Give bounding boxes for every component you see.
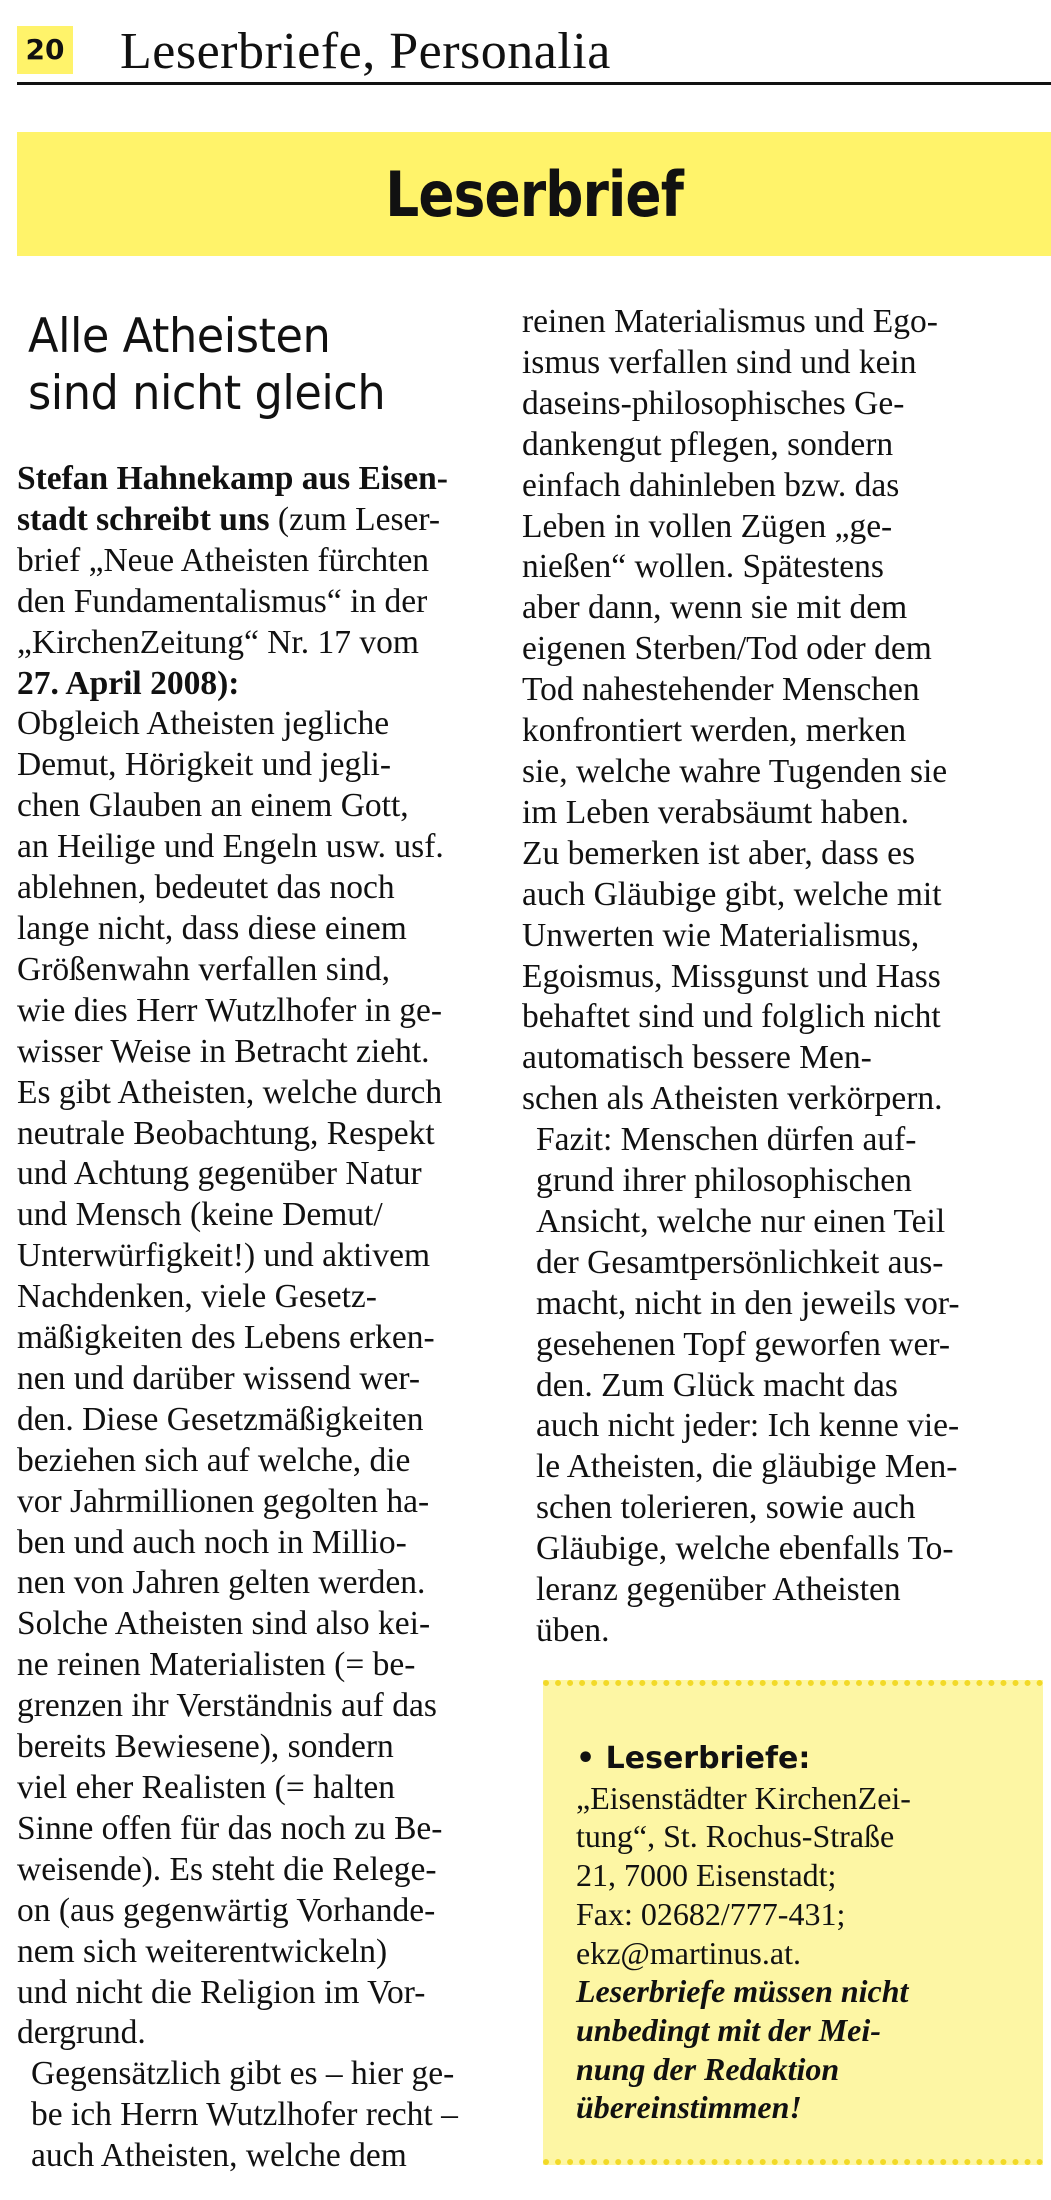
body-line: neutrale Beobachtung, Respekt (17, 1114, 435, 1152)
headline-line: Alle Atheisten (28, 309, 331, 364)
body-line: beziehen sich auf welche, die (17, 1441, 411, 1479)
header-rule (17, 82, 1051, 85)
body-line: macht, nicht in den jeweils vor- (536, 1284, 960, 1322)
body-line: schen tolerieren, sowie auch (536, 1489, 916, 1527)
body-line: Sinne offen für das noch zu Be- (17, 1809, 443, 1847)
address-line: Fax: 02682/777-431; (576, 1895, 846, 1932)
body-line: nen von Jahren gelten werden. (17, 1564, 426, 1602)
body-text (522, 1120, 1042, 1652)
address-line: tung“, St. Rochus-Straße (576, 1818, 895, 1855)
body-line: nießen“ wollen. Spätestens (522, 548, 884, 586)
body-line: Obgleich Atheisten jegliche (17, 705, 390, 743)
body-line: Tod nahestehender Menschen (522, 671, 920, 709)
body-line: ben und auch noch in Millio- (17, 1523, 407, 1561)
body-line: reinen Materialismus und Ego- (522, 303, 938, 340)
address-line: 21, 7000 Eisenstadt; (576, 1857, 837, 1894)
body-line: wisser Weise in Betracht zieht. (17, 1032, 430, 1070)
body-line: und Mensch (keine Demut/ (17, 1196, 383, 1234)
body-line: grund ihrer philosophischen (536, 1162, 912, 1200)
info-box-title: • Leserbriefe: (576, 1741, 811, 1776)
body-line: weisende). Es steht die Relege- (17, 1850, 437, 1888)
body-line: gesehenen Topf geworfen wer- (536, 1325, 951, 1363)
disclaimer-line: übereinstimmen! (576, 2089, 802, 2126)
body-line: den. Zum Glück macht das (536, 1366, 898, 1404)
headline-line: sind nicht gleich (28, 366, 386, 421)
body-line: dankengut pflegen, sondern (522, 425, 894, 463)
body-line: den. Diese Gesetzmäßigkeiten (17, 1400, 424, 1438)
body-text (17, 704, 512, 2054)
body-line: Fazit: Menschen dürfen auf- (536, 1121, 917, 1159)
body-line: auch Gläubige gibt, welche mit (522, 875, 942, 913)
disclaimer-line: unbedingt mit der Mei- (576, 2011, 881, 2048)
body-line: Größenwahn verfallen sind, (17, 950, 391, 988)
body-line: nen und darüber wissend wer- (17, 1359, 421, 1397)
body-line: auch nicht jeder: Ich kenne vie- (536, 1407, 960, 1445)
body-line: Demut, Hörigkeit und jegli- (17, 746, 392, 784)
body-line: daseins-philosophisches Ge- (522, 384, 905, 422)
body-line: leranz gegenüber Atheisten (536, 1571, 901, 1609)
body-line: Zu bemerken ist aber, dass es (522, 834, 916, 872)
info-box-address (576, 1779, 911, 1973)
body-line: grenzen ihr Verständnis auf das (17, 1687, 437, 1725)
banner-title: Leserbrief (385, 157, 683, 231)
article-column-right (522, 302, 1042, 1652)
leserbrief-banner (17, 132, 1051, 256)
intro-date: 27. April 2008): (17, 664, 240, 702)
body-line: Egoismus, Missgunst und Hass (522, 957, 941, 995)
intro-line: den Fundamentalismus“ in der (17, 582, 428, 620)
body-line: wie dies Herr Wutzlhofer in ge- (17, 991, 442, 1029)
intro-text: (zum Leser- (269, 500, 441, 538)
body-line: Unterwürfigkeit!) und aktivem (17, 1237, 431, 1275)
body-line: Leben in vollen Zügen „ge- (522, 507, 893, 545)
body-line: Gläubige, welche ebenfalls To- (536, 1530, 954, 1568)
body-line: ablehnen, bedeutet das noch (17, 869, 395, 907)
intro-line: brief „Neue Atheisten fürchten (17, 541, 430, 579)
page-number: 20 (17, 26, 73, 74)
intro-line (17, 664, 512, 705)
intro-line (17, 459, 512, 500)
body-line: ne reinen Materialisten (= be- (17, 1646, 416, 1684)
author-name: Stefan Hahnekamp aus Eisen- (17, 460, 448, 497)
body-line: Ansicht, welche nur einen Teil (536, 1202, 946, 1240)
body-line: an Heilige und Engeln usw. usf. (17, 828, 444, 866)
intro-line: „KirchenZeitung“ Nr. 17 vom (17, 623, 419, 661)
page-header (17, 18, 1051, 84)
body-line: eigenen Sterben/Tod oder dem (522, 630, 932, 668)
info-box-content (576, 1740, 911, 2127)
body-line: Nachdenken, viele Gesetz- (17, 1278, 377, 1316)
disclaimer-line: nung der Redaktion (576, 2050, 840, 2087)
body-line: im Leben verabsäumt haben. (522, 793, 909, 831)
body-line: nem sich weiterentwickeln) (17, 1932, 388, 1970)
body-line: der Gesamtpersönlichkeit aus- (536, 1243, 944, 1281)
article-column-left (17, 459, 512, 2177)
body-line: be ich Herrn Wutzlhofer recht – (31, 2096, 458, 2134)
body-line: dergrund. (17, 2014, 146, 2052)
body-line: mäßigkeiten des Lebens erken- (17, 1319, 435, 1357)
body-line: on (aus gegenwärtig Vorhande- (17, 1891, 436, 1929)
body-line: Es gibt Atheisten, welche durch (17, 1073, 443, 1111)
body-line: schen als Atheisten verkörpern. (522, 1080, 943, 1118)
body-line: Gegensätzlich gibt es – hier ge- (31, 2055, 455, 2093)
author-location: stadt schreibt uns (17, 500, 270, 538)
letters-info-box (543, 1680, 1043, 2165)
body-line: sie, welche wahre Tugenden sie (522, 752, 948, 790)
body-line: le Atheisten, die gläubige Men- (536, 1448, 958, 1486)
body-line: Unwerten wie Materialismus, (522, 916, 920, 954)
body-line: ismus verfallen sind und kein (522, 343, 917, 381)
body-line: üben. (536, 1612, 610, 1649)
body-text (17, 2054, 512, 2177)
body-line: automatisch bessere Men- (522, 1039, 872, 1077)
address-line: „Eisenstädter KirchenZei- (576, 1779, 911, 1816)
disclaimer-line: Leserbriefe müssen nicht (576, 1973, 909, 2010)
body-line: vor Jahrmillionen gegolten ha- (17, 1482, 430, 1520)
body-line: chen Glauben an einem Gott, (17, 787, 409, 825)
body-line: behaftet sind und folglich nicht (522, 998, 941, 1036)
section-title: Leserbriefe, Personalia (120, 23, 611, 80)
body-line: auch Atheisten, welche dem (31, 2137, 407, 2175)
intro-line (17, 500, 512, 541)
body-line: aber dann, wenn sie mit dem (522, 589, 908, 627)
body-text (522, 302, 1042, 1120)
info-box-disclaimer (576, 1972, 911, 2127)
body-line: und Achtung gegenüber Natur (17, 1155, 422, 1193)
article-headline (28, 308, 404, 422)
body-line: bereits Bewiesene), sondern (17, 1728, 394, 1766)
body-line: Solche Atheisten sind also kei- (17, 1605, 431, 1643)
body-line: lange nicht, dass diese einem (17, 909, 407, 947)
body-line: viel eher Realisten (= halten (17, 1769, 395, 1806)
address-line: ekz@martinus.at. (576, 1934, 801, 1971)
body-line: einfach dahinleben bzw. das (522, 466, 900, 504)
body-line: und nicht die Religion im Vor- (17, 1973, 426, 2011)
body-line: konfrontiert werden, merken (522, 712, 907, 750)
